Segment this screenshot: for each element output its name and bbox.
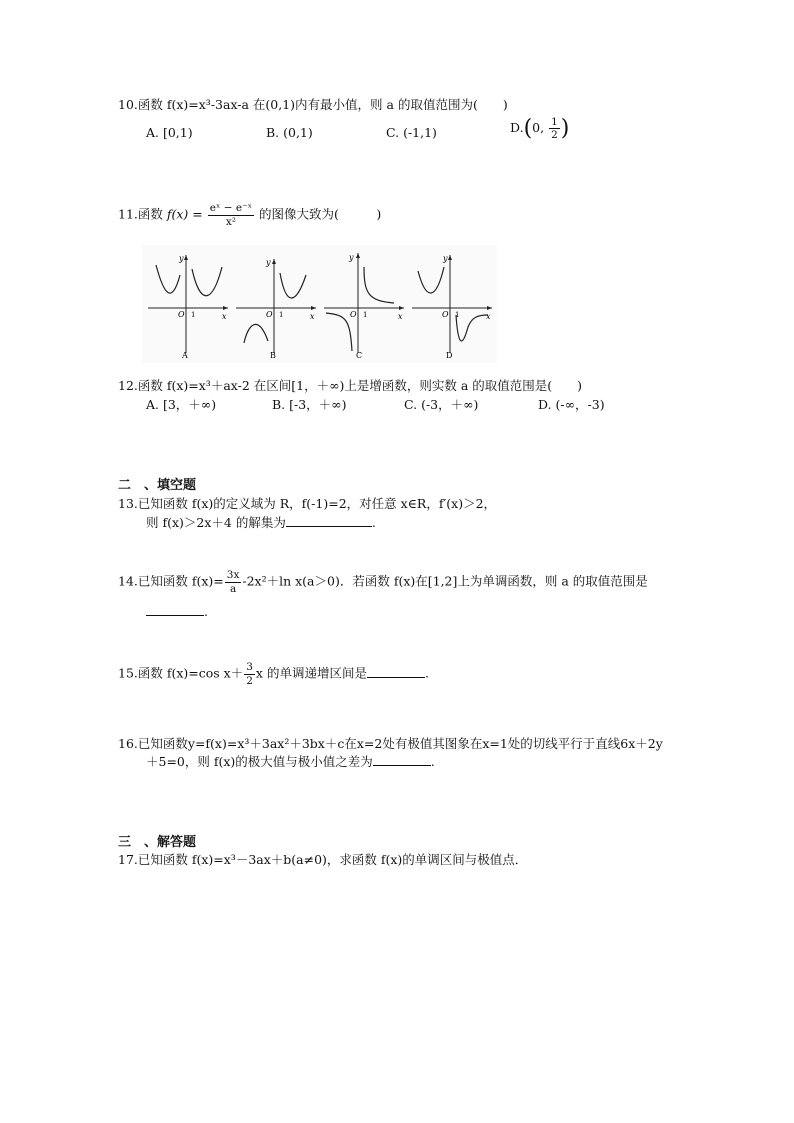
question-10-stem: 10.函数 f(x)=x³-3ax-a 在(0,1)内有最小值，则 a 的取值范围为( ) [118, 97, 508, 112]
question-14-fraction: $\frac{3x}{a}$ [226, 569, 240, 595]
graph-b-label: B [270, 351, 276, 360]
question-12-option-a: A. [3，＋∞) [146, 397, 217, 412]
graph-c-origin: O [350, 310, 357, 319]
answer-blank[interactable] [146, 603, 204, 616]
question-10-option-c: C. (-1,1) [386, 125, 437, 140]
answer-blank[interactable] [286, 514, 372, 527]
section-fill-in-title: 二 、填空题 [118, 478, 197, 493]
answer-blank[interactable] [373, 753, 431, 766]
graph-d-y-label: y [443, 254, 448, 263]
graph-b-one: 1 [279, 311, 284, 319]
graph-a-x-label: x [222, 312, 227, 321]
question-12-option-b: B. [-3，＋∞) [272, 397, 347, 412]
graph-d-one: 1 [455, 311, 460, 319]
question-14-stem [118, 570, 648, 594]
question-15-fraction: $\frac{3}{2}$ [246, 661, 253, 687]
graph-c-one: 1 [363, 311, 368, 319]
question-11-function: f(x) = [166, 206, 203, 222]
question-16-line-2: ＋5=0，则 f(x)的极大值与极小值之差为 . [146, 754, 435, 769]
question-11-fraction: $\frac{\text{eˣ − e⁻ˣ}}{\text{x²}}$ [209, 202, 253, 228]
question-13-line-1: 13.已知函数 f(x)的定义域为 R，f(-1)=2，对任意 x∈R，f′(x)＞2， [118, 496, 497, 511]
question-12-option-c: C. (-3，＋∞) [404, 397, 479, 412]
section-answer-title: 三 、解答题 [118, 835, 197, 850]
question-10-option-d [510, 116, 569, 141]
question-10-option-a: A. [0,1) [146, 125, 193, 140]
question-13-line-2: 则 f(x)＞2x＋4 的解集为 . [146, 515, 376, 530]
graph-c-label: C [356, 351, 363, 360]
question-15-suffix: x 的单调递增区间是 [255, 665, 367, 681]
question-12-option-d: D. (-∞，-3) [538, 397, 605, 412]
graph-b-origin: O [266, 310, 273, 319]
graph-d-label: D [446, 351, 453, 360]
graph-a-y-label: y [179, 254, 184, 263]
graphs-panel [142, 245, 497, 363]
question-16-line-1: 16.已知函数y=f(x)=x³＋3ax²＋3bx＋c在x=2处有极值其图象在x=1处的切线平行于直线6x＋2y [118, 736, 663, 751]
graph-c-y-label: y [349, 253, 354, 262]
question-15-prefix: 15.函数 f(x)=cos x＋ [118, 665, 244, 681]
graph-c-x-label: x [398, 312, 403, 321]
answer-blank[interactable] [367, 665, 425, 678]
question-10-option-b: B. (0,1) [266, 125, 313, 140]
question-17-stem: 17.已知函数 f(x)=x³－3ax＋b(a≠0)，求函数 f(x)的单调区间与极值点． [118, 852, 528, 867]
graph-d-x-label: x [486, 312, 491, 321]
option-d-left: 0, [532, 120, 545, 135]
question-11-stem [118, 203, 381, 227]
close-paren: ) [560, 116, 570, 141]
option-d-label: D. [510, 120, 524, 135]
question-15-stem: 15.函数 f(x)=cos x＋ $\frac{3}{2}$ x 的单调递增区间是 . [118, 661, 429, 687]
graph-a-one: 1 [191, 311, 196, 319]
fraction-one-half: $\frac{1}{2}$ [551, 115, 558, 141]
question-14-suffix: -2x²＋ln x(a＞0)．若函数 f(x)在[1,2]上为单调函数，则 a 的取值范围是 [242, 573, 648, 589]
question-12-stem: 12.函数 f(x)=x³＋ax-2 在区间[1，＋∞)上是增函数，则实数 a 的取值范围是( ) [118, 378, 583, 393]
graph-d-origin: O [442, 310, 449, 319]
question-13-text: 则 f(x)＞2x＋4 的解集为 [146, 515, 286, 530]
question-16-text: ＋5=0，则 f(x)的极大值与极小值之差为 [146, 754, 373, 769]
question-14-answer-line: . [146, 603, 208, 619]
open-paren: ( [523, 116, 533, 141]
question-14-prefix: 14.已知函数 f(x)= [118, 573, 224, 589]
graph-a-label: A [182, 351, 188, 360]
graph-a-origin: O [178, 310, 185, 319]
graph-b-y-label: y [266, 258, 271, 267]
question-11-suffix: 的图像大致为( ) [255, 206, 382, 222]
graph-b-x-label: x [310, 312, 315, 321]
question-11-prefix: 11.函数 [118, 206, 167, 222]
